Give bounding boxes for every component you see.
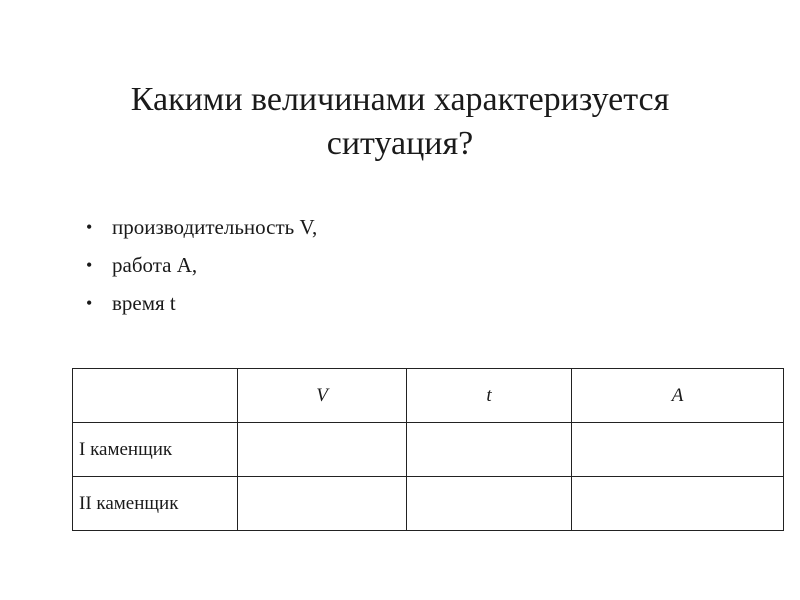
table-header-a: A bbox=[572, 369, 784, 423]
row-label: I каменщик bbox=[73, 423, 238, 477]
bullet-text: работа А, bbox=[112, 253, 198, 277]
bullet-dot-icon: • bbox=[86, 255, 93, 275]
bullet-item-time bbox=[86, 284, 317, 322]
row-label: II каменщик bbox=[73, 477, 238, 531]
table-cell bbox=[407, 477, 572, 531]
table-cell bbox=[238, 423, 407, 477]
bullet-list bbox=[86, 208, 317, 322]
table-cell bbox=[238, 477, 407, 531]
table-row bbox=[73, 477, 784, 531]
table-header-v: V bbox=[238, 369, 407, 423]
table-header-corner bbox=[73, 369, 238, 423]
data-table bbox=[72, 368, 784, 531]
bullet-text: время t bbox=[112, 291, 176, 315]
table-cell bbox=[572, 477, 784, 531]
slide-title bbox=[100, 78, 700, 166]
title-line-1: Какими величинами характеризуется bbox=[130, 81, 670, 118]
bullet-dot-icon: • bbox=[86, 293, 93, 313]
title-line-2: ситуация? bbox=[326, 125, 474, 162]
bullet-text: производительность V, bbox=[112, 215, 318, 239]
table-cell bbox=[572, 423, 784, 477]
table-header-row bbox=[73, 369, 784, 423]
table-row bbox=[73, 423, 784, 477]
table-header-t: t bbox=[407, 369, 572, 423]
table-cell bbox=[407, 423, 572, 477]
bullet-item-work bbox=[86, 246, 317, 284]
bullet-dot-icon: • bbox=[86, 217, 93, 237]
bullet-item-productivity bbox=[86, 208, 317, 246]
